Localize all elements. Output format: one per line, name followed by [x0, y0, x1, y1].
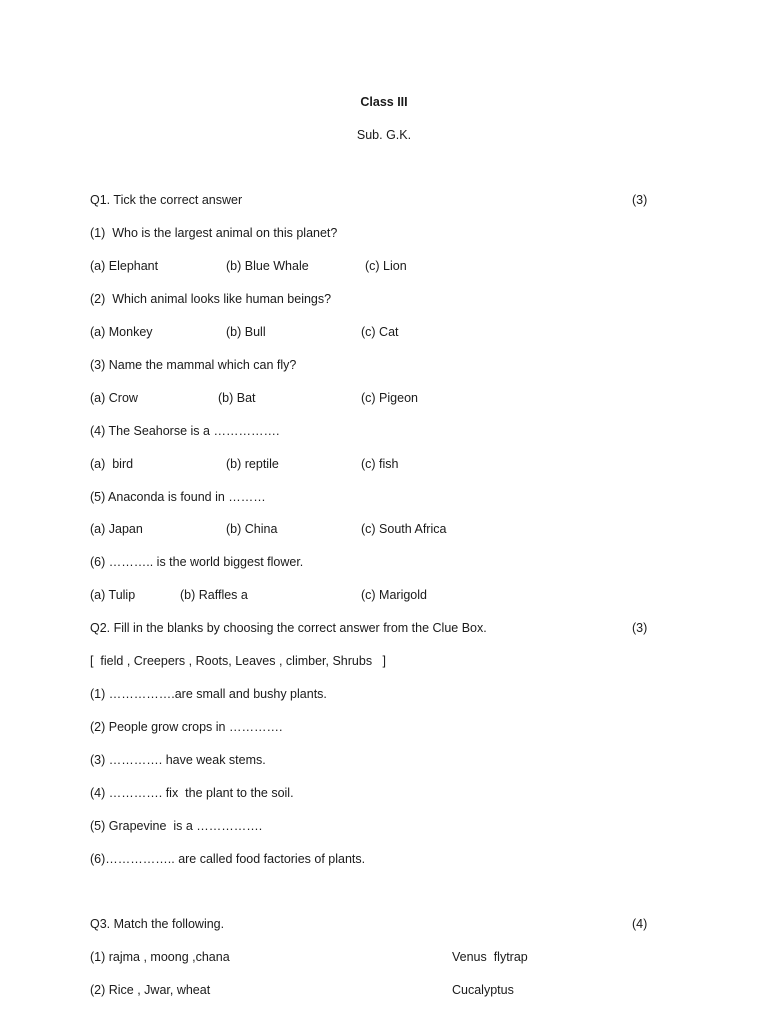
q2-title: Q2. Fill in the blanks by choosing the correct answer from the Clue Box. — [90, 621, 487, 635]
q3-left-1: (1) rajma , moong ,chana — [90, 950, 230, 964]
q1-question-2: (2) Which animal looks like human beings? — [90, 292, 332, 306]
q1-question-5: (5) Anaconda is found in ……… — [90, 490, 266, 504]
q1-2-option-a: (a) Monkey — [90, 325, 153, 339]
q1-3-option-b: (b) Bat — [218, 391, 256, 405]
q3-right-2: Cucalyptus — [452, 983, 514, 997]
subject-heading: Sub. G.K. — [356, 128, 412, 142]
q1-4-option-b: (b) reptile — [226, 457, 279, 471]
q1-4-option-c: (c) fish — [361, 457, 399, 471]
q2-item-5: (5) Grapevine is a ……………. — [90, 819, 263, 833]
q3-marks: (4) — [632, 917, 648, 931]
q1-1-option-c: (c) Lion — [365, 259, 407, 273]
q2-marks: (3) — [632, 621, 648, 635]
q1-question-1: (1) Who is the largest animal on this planet? — [90, 226, 338, 240]
q1-3-option-a: (a) Crow — [90, 391, 138, 405]
q1-marks: (3) — [632, 193, 648, 207]
q1-4-option-a: (a) bird — [90, 457, 134, 471]
q3-right-1: Venus flytrap — [452, 950, 528, 964]
q3-left-2: (2) Rice , Jwar, wheat — [90, 983, 211, 997]
q1-1-option-a: (a) Elephant — [90, 259, 159, 273]
q2-item-2: (2) People grow crops in …………. — [90, 720, 283, 734]
q1-3-option-c: (c) Pigeon — [361, 391, 418, 405]
q1-question-6: (6) ……….. is the world biggest flower. — [90, 555, 304, 569]
q3-title: Q3. Match the following. — [90, 917, 225, 931]
q1-1-option-b: (b) Blue Whale — [226, 259, 309, 273]
q1-6-option-b: (b) Raffles a — [180, 588, 248, 602]
q1-5-option-b: (b) China — [226, 522, 278, 536]
q1-6-option-c: (c) Marigold — [361, 588, 427, 602]
q1-6-option-a: (a) Tulip — [90, 588, 136, 602]
class-heading: Class III — [360, 95, 408, 109]
q2-clue-box: [ field , Creepers , Roots, Leaves , climber, Shrubs ] — [90, 654, 386, 668]
q1-5-option-c: (c) South Africa — [361, 522, 447, 536]
q1-5-option-a: (a) Japan — [90, 522, 143, 536]
q2-item-1: (1) …………….are small and bushy plants. — [90, 687, 327, 701]
q1-2-option-b: (b) Bull — [226, 325, 266, 339]
q2-item-4: (4) …………. fix the plant to the soil. — [90, 786, 294, 800]
q2-item-3: (3) …………. have weak stems. — [90, 753, 266, 767]
q1-question-3: (3) Name the mammal which can fly? — [90, 358, 297, 372]
q1-2-option-c: (c) Cat — [361, 325, 399, 339]
q1-question-4: (4) The Seahorse is a ……………. — [90, 424, 280, 438]
q1-title: Q1. Tick the correct answer — [90, 193, 243, 207]
q2-item-6: (6)…………….. are called food factories of plants. — [90, 852, 366, 866]
